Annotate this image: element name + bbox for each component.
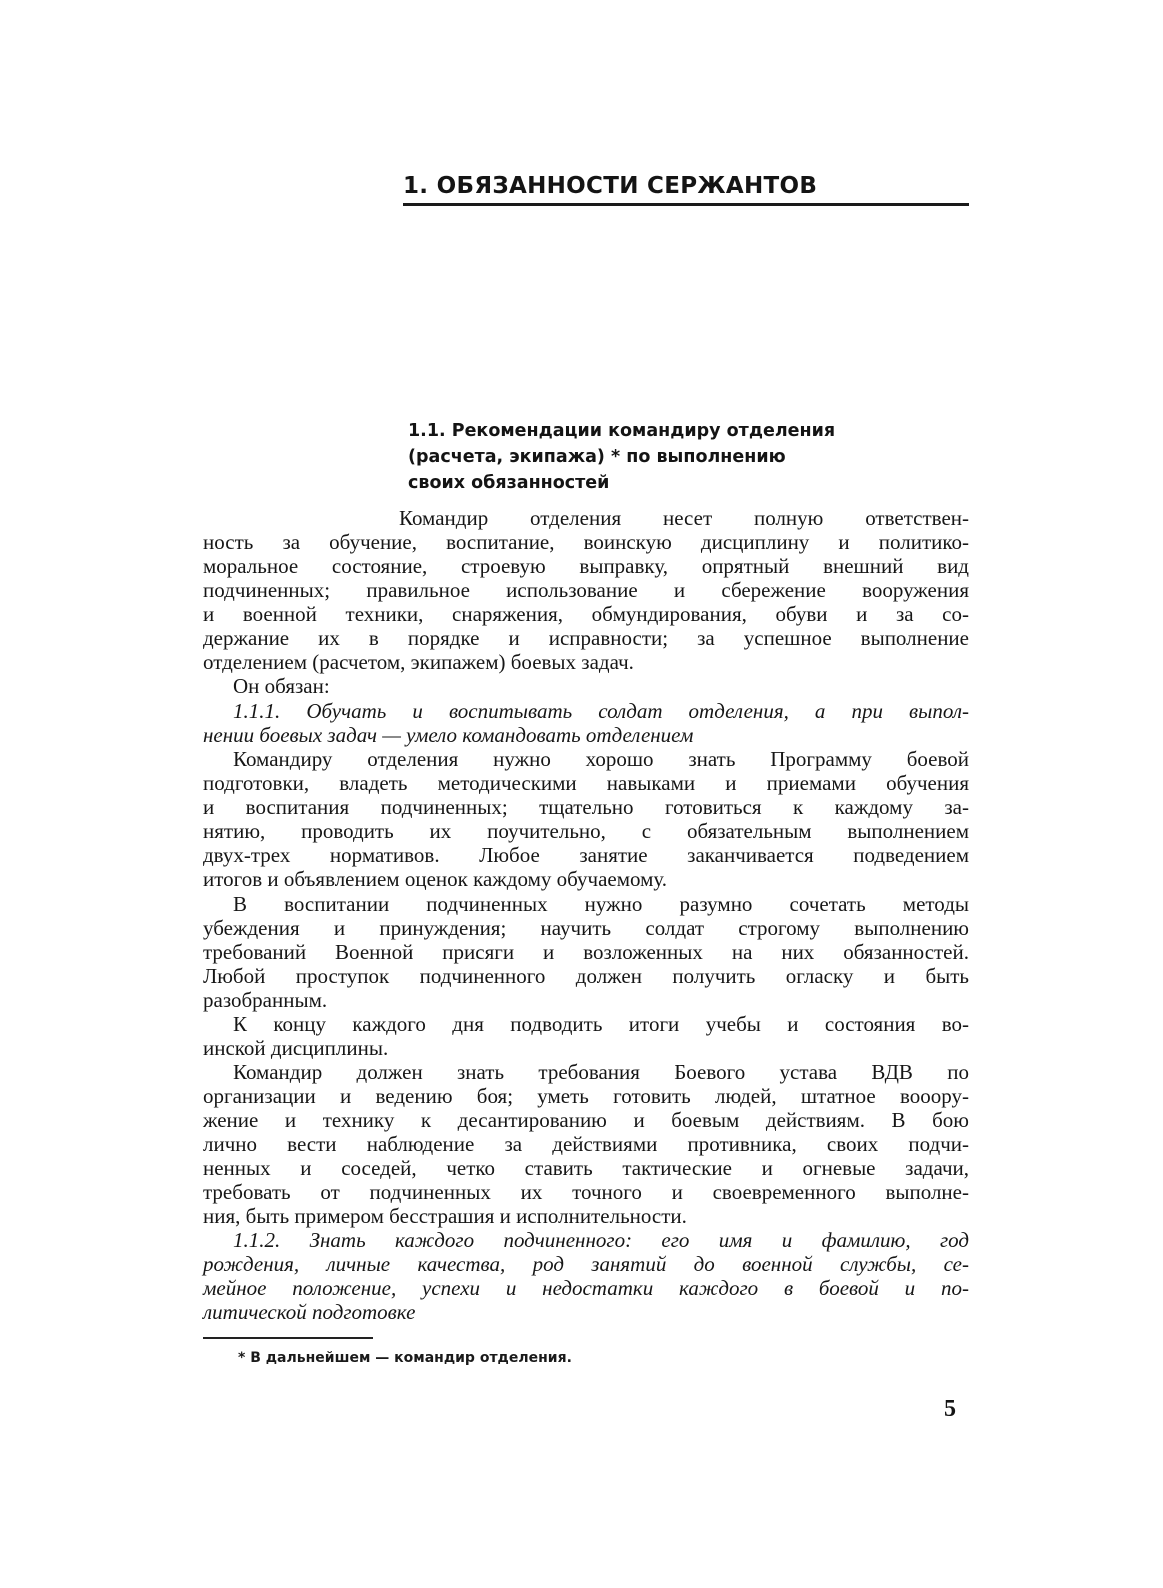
text-line: подготовки, владеть методическими навыками и приемами обучения [203,771,969,795]
chapter-title: 1. ОБЯЗАННОСТИ СЕРЖАНТОВ [403,173,818,199]
text-line: ния, быть примером бесстрашия и исполнительности. [203,1204,687,1228]
text-line: моральное состояние, строевую выправку, опрятный внешний вид [203,554,969,578]
text-line: К концу каждого дня подводить итоги учебы и состояния во- [233,1012,969,1036]
text-line: ненных и соседей, четко ставить тактические и огневые задачи, [203,1156,969,1180]
chapter-title-underline [403,203,969,206]
text-line: Командир отделения несет полную ответствен- [399,506,969,530]
text-line: подчиненных; правильное использование и сбережение вооружения [203,578,969,602]
clause-heading-line: нении боевых задач — умело командовать отделением [203,723,694,747]
text-line: Он обязан: [233,674,330,698]
section-heading-line: своих обязанностей [408,473,610,493]
text-line: держание их в порядке и исправности; за успешное выполнение [203,626,969,650]
text-line: нятию, проводить их поучительно, с обязательным выполнением [203,819,969,843]
text-line: организации и ведению боя; уметь готовить людей, штатное вооору- [203,1084,969,1108]
footnote-separator [203,1337,373,1339]
text-line: лично вести наблюдение за действиями противника, своих подчи- [203,1132,969,1156]
paragraph-responsibilities [203,506,969,698]
paragraph-combat [203,1060,969,1228]
text-line: ность за обучение, воспитание, воинскую дисциплину и политико- [203,530,969,554]
section-heading-line: 1.1. Рекомендации командиру отделения [408,421,836,441]
clause-heading-line: литической подготовке [203,1300,416,1324]
paragraph-daily-summary [203,1012,969,1060]
text-line: разобранным. [203,988,328,1012]
paragraph-education [203,892,969,1012]
text-line: отделением (расчетом, экипажем) боевых задач. [203,650,634,674]
clause-heading-line: рождения, личные качества, род занятий до военной службы, се- [203,1252,969,1276]
text-line: и военной техники, снаряжения, обмундирования, обуви и за со- [203,602,969,626]
page-number: 5 [944,1396,956,1422]
section-heading-line: (расчета, экипажа) * по выполнению [408,447,786,467]
clause-heading-line: 1.1.1. Обучать и воспитывать солдат отделения, а при выпол- [233,699,969,723]
text-line: требовать от подчиненных их точного и своевременного выполне- [203,1180,969,1204]
footnote: * В дальнейшем — командир отделения. [238,1350,572,1366]
text-line: Командиру отделения нужно хорошо знать Программу боевой [233,747,969,771]
text-line: инской дисциплины. [203,1036,389,1060]
text-line: двух-трех нормативов. Любое занятие заканчивается подведением [203,843,969,867]
clause-heading-line: мейное положение, успехи и недостатки каждого в боевой и по- [203,1276,969,1300]
clause-heading-line: 1.1.2. Знать каждого подчиненного: его имя и фамилию, год [233,1228,969,1252]
text-line: Любой проступок подчиненного должен получить огласку и быть [203,964,969,988]
section-heading [408,418,908,496]
text-line: В воспитании подчиненных нужно разумно сочетать методы [233,892,969,916]
text-line: жение и технику к десантированию и боевым действиям. В бою [203,1108,969,1132]
text-line: убеждения и принуждения; научить солдат строгому выполнению [203,916,969,940]
text-line: и воспитания подчиненных; тщательно готовиться к каждому за- [203,795,969,819]
clause-1-1-1 [203,699,969,891]
clause-1-1-2 [203,1228,969,1324]
text-line: Командир должен знать требования Боевого устава ВДВ по [233,1060,969,1084]
text-line: требований Военной присяги и возложенных на них обязанностей. [203,940,969,964]
text-line: итогов и объявлением оценок каждому обучаемому. [203,867,668,891]
